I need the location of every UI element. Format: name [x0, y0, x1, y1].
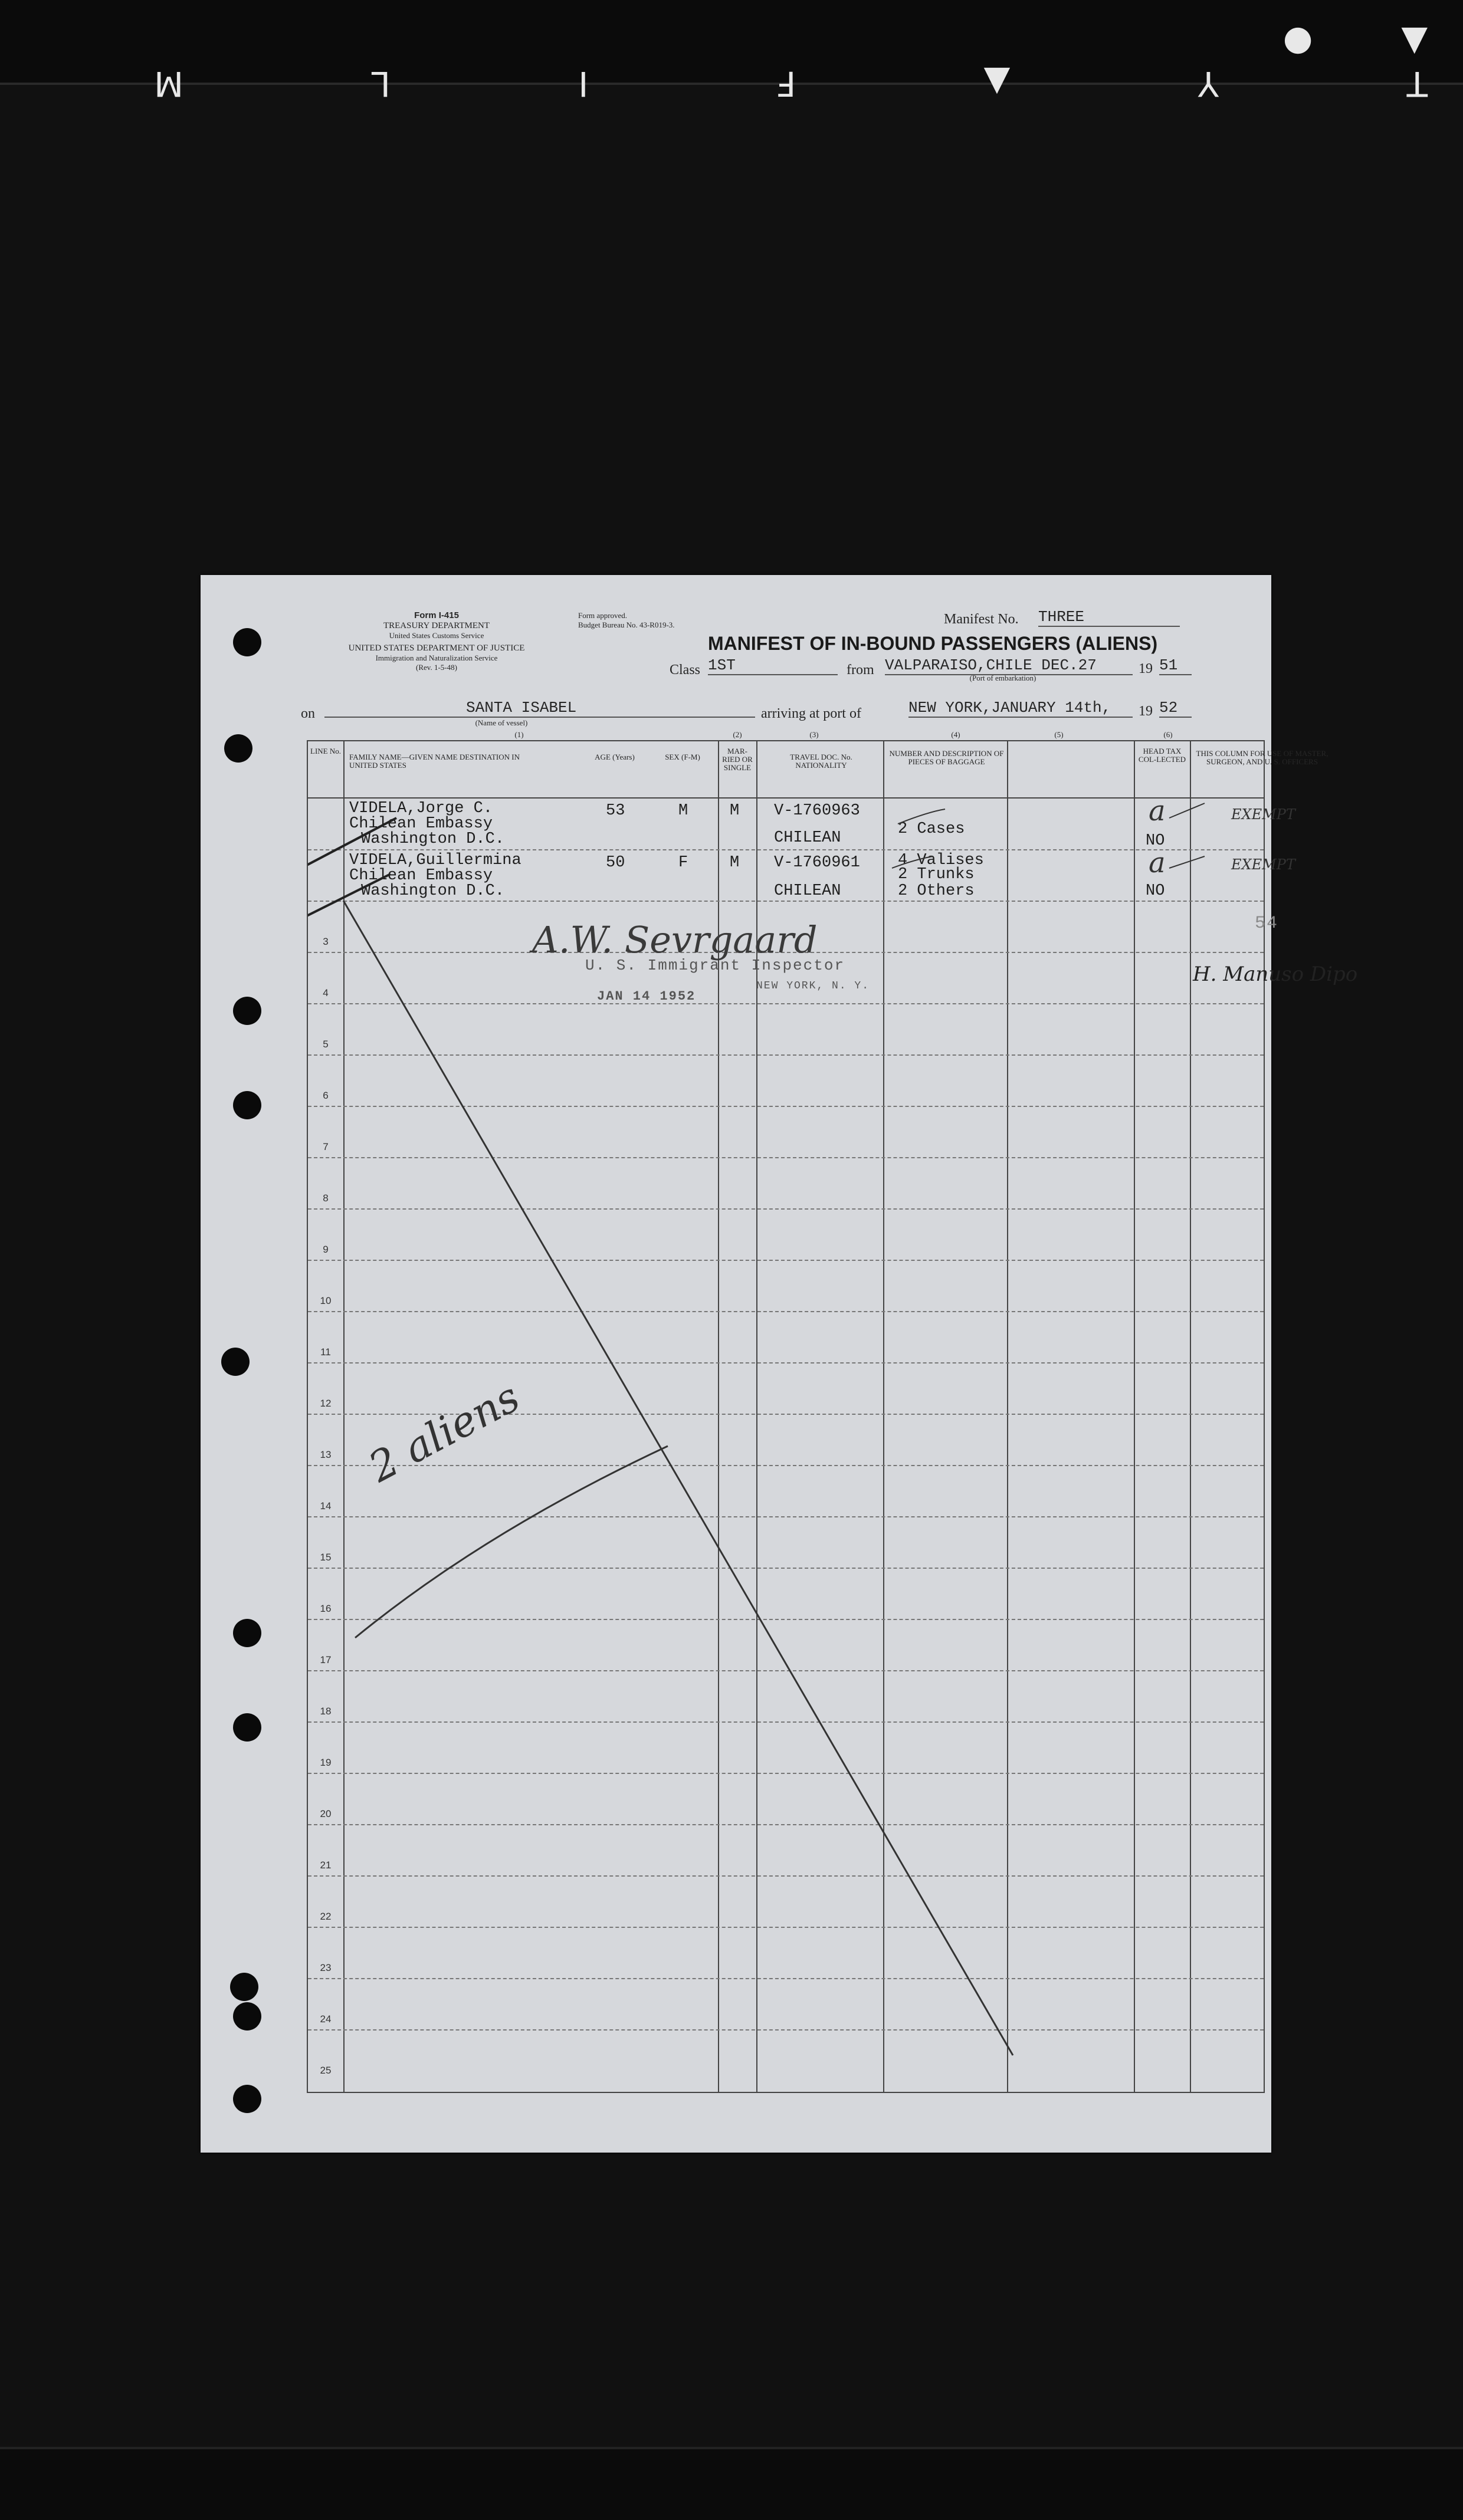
passenger-1-name: VIDELA,Jorge C. [349, 800, 493, 817]
arriving-label: arriving at port of [761, 706, 861, 721]
col-age: AGE (Years) [595, 753, 635, 761]
column-num-6: (6) [1163, 730, 1173, 739]
department-justice: UNITED STATES DEPARTMENT OF JUSTICE [348, 643, 525, 653]
tax-tick-2 [1169, 856, 1205, 868]
passenger-1-tax-mark: a [1149, 794, 1166, 827]
punch-hole-icon [233, 997, 261, 1025]
aliens-underline-stroke [355, 1446, 668, 1638]
passenger-2-dest1: Chilean Embassy [349, 867, 493, 885]
row-number: 11 [320, 1346, 331, 1358]
row-number: 14 [320, 1500, 332, 1512]
passenger-2-sex: F [678, 854, 688, 872]
form-revision: (Rev. 1-5-48) [416, 663, 457, 672]
passenger-2-tax-mark: a [1149, 846, 1166, 879]
manifest-table [307, 740, 1358, 2093]
punch-hole-icon [230, 1973, 258, 2001]
column-num-4: (4) [951, 730, 960, 739]
passenger-2-dest2: Washington D.C. [361, 882, 505, 900]
punch-hole-icon [233, 1091, 261, 1119]
punch-hole-icon [224, 734, 252, 763]
row-number: 9 [323, 1244, 329, 1255]
col-sex: SEX (F-M) [665, 753, 700, 761]
manifest-no-label: Manifest No. [944, 612, 1019, 627]
passenger-1-married: M [730, 802, 740, 820]
row-number: 7 [323, 1141, 329, 1152]
passenger-2-name: VIDELA,Guillermina [349, 852, 521, 869]
column-num-5: (5) [1054, 730, 1064, 739]
row-number: 3 [323, 936, 329, 947]
passenger-2-nationality: CHILEAN [774, 882, 841, 900]
col-line-no: LINE No. [310, 747, 341, 755]
row-number: 19 [320, 1757, 332, 1768]
stamp-date: JAN 14 1952 [597, 989, 696, 1004]
passenger-1-officer: EXEMPT [1231, 806, 1295, 823]
passenger-1-baggage: 2 Cases [898, 820, 965, 838]
passenger-2-officer: EXEMPT [1231, 856, 1295, 873]
col-officers: THIS COLUMN FOR USE OF MASTER, SURGEON, AND U. S. OFFICERS [1196, 749, 1328, 766]
from-value: VALPARAISO,CHILE DEC.27 [885, 656, 1133, 675]
punch-hole-icon [233, 2002, 261, 2031]
row-number: 23 [320, 1962, 332, 1973]
cancel-diagonal-line [343, 901, 1013, 2055]
inspector-signature: A.W. Sevrgaard [532, 918, 818, 961]
punch-hole-icon [233, 628, 261, 656]
from-label: from [847, 662, 874, 678]
row-number: 8 [323, 1192, 329, 1204]
punch-hole-icon [233, 1619, 261, 1647]
stamp-city: NEW YORK, N. Y. [756, 980, 870, 992]
film-strip-text: T Y ▲ F I L M ▲● [65, 24, 1428, 104]
row-number: 21 [320, 1859, 332, 1871]
from-year-prefix: 19 [1139, 661, 1153, 676]
row-number: 4 [323, 987, 329, 998]
col-married: MAR-RIED OR SINGLE [722, 747, 753, 772]
column-num-1: (1) [514, 730, 524, 739]
row-number: 6 [323, 1090, 329, 1101]
tax-tick-1 [1169, 803, 1205, 818]
passenger-2-married: M [730, 854, 740, 872]
punch-hole-icon [233, 2085, 261, 2113]
passenger-1-dest2: Washington D.C. [361, 830, 505, 848]
passenger-1-nationality: CHILEAN [774, 829, 841, 847]
form-number: Form I-415 [414, 610, 459, 620]
passenger-2-baggage2: 2 Trunks [898, 866, 975, 883]
col-head-tax: HEAD TAX COL-LECTED [1138, 747, 1186, 764]
immigration-service: Immigration and Naturalization Service [375, 653, 498, 662]
manifest-no-value: THREE [1038, 608, 1180, 627]
class-label: Class [670, 662, 701, 678]
manifest-sheet [201, 575, 1358, 2153]
arrival-port: NEW YORK,JANUARY 14th, [908, 699, 1133, 718]
passenger-2-baggage3: 2 Others [898, 882, 975, 900]
passenger-1-dest1: Chilean Embassy [349, 815, 493, 833]
passenger-2-baggage1: 4 Valises [898, 852, 984, 869]
row-number: 20 [320, 1808, 332, 1819]
punch-hole-icon [233, 1713, 261, 1742]
port-embarkation-caption: (Port of embarkation) [969, 673, 1036, 682]
passenger-1-age: 53 [606, 802, 625, 820]
baggage-tick-2 [892, 856, 933, 868]
arrival-year: 52 [1159, 699, 1192, 718]
aliens-note: 2 aliens [361, 1372, 527, 1492]
passenger-2-doc: V-1760961 [774, 854, 860, 872]
row-number: 5 [323, 1039, 329, 1050]
film-strip-bottom [0, 2447, 1463, 2520]
col-baggage: NUMBER AND DESCRIPTION OF PIECES OF BAGGAGE [889, 749, 1004, 766]
punch-hole-icon [221, 1348, 250, 1376]
row-number: 18 [320, 1706, 332, 1717]
row-number: 24 [320, 2013, 332, 2025]
baggage-tick-1 [898, 809, 945, 824]
row-number: 17 [320, 1654, 332, 1665]
check-mark-1 [308, 818, 396, 877]
arrival-year-prefix: 19 [1139, 704, 1153, 719]
passenger-1-doc: V-1760963 [774, 802, 860, 820]
inspector-title: U. S. Immigrant Inspector [585, 957, 845, 974]
manifest-title: MANIFEST OF IN-BOUND PASSENGERS (ALIENS) [708, 633, 1158, 654]
department-treasury: TREASURY DEPARTMENT [383, 621, 490, 630]
row-number: 12 [320, 1398, 332, 1409]
budget-bureau: Budget Bureau No. 43-R019-3. [578, 620, 675, 629]
customs-service: United States Customs Service [389, 631, 484, 640]
passenger-1-tax: NO [1146, 832, 1165, 850]
pen-strokes [308, 741, 1264, 2092]
passenger-2-tax: NO [1146, 882, 1165, 900]
officer-number: 54 [1255, 914, 1279, 934]
row-number: 25 [320, 2065, 332, 2076]
vessel-name: SANTA ISABEL [324, 699, 755, 718]
from-year: 51 [1159, 656, 1192, 675]
col-name: FAMILY NAME—GIVEN NAME DESTINATION IN UNITED STATES [349, 753, 520, 770]
row-number: 16 [320, 1603, 332, 1614]
row-number: 13 [320, 1449, 332, 1460]
on-label: on [301, 706, 315, 721]
officer-signature: H. Manuso Dipo [1193, 962, 1358, 986]
passenger-1-sex: M [678, 802, 688, 820]
row-number: 22 [320, 1911, 332, 1922]
vessel-caption: (Name of vessel) [475, 718, 528, 727]
column-num-3: (3) [809, 730, 819, 739]
col-travel-doc: TRAVEL DOC. No. NATIONALITY [790, 753, 852, 770]
passenger-2-age: 50 [606, 854, 625, 872]
film-strip-top [0, 0, 1463, 104]
form-approved: Form approved. [578, 611, 628, 620]
class-value: 1ST [708, 656, 838, 675]
row-number: 10 [320, 1295, 332, 1306]
column-num-2: (2) [733, 730, 742, 739]
row-number: 15 [320, 1552, 332, 1563]
check-mark-2 [308, 874, 391, 927]
